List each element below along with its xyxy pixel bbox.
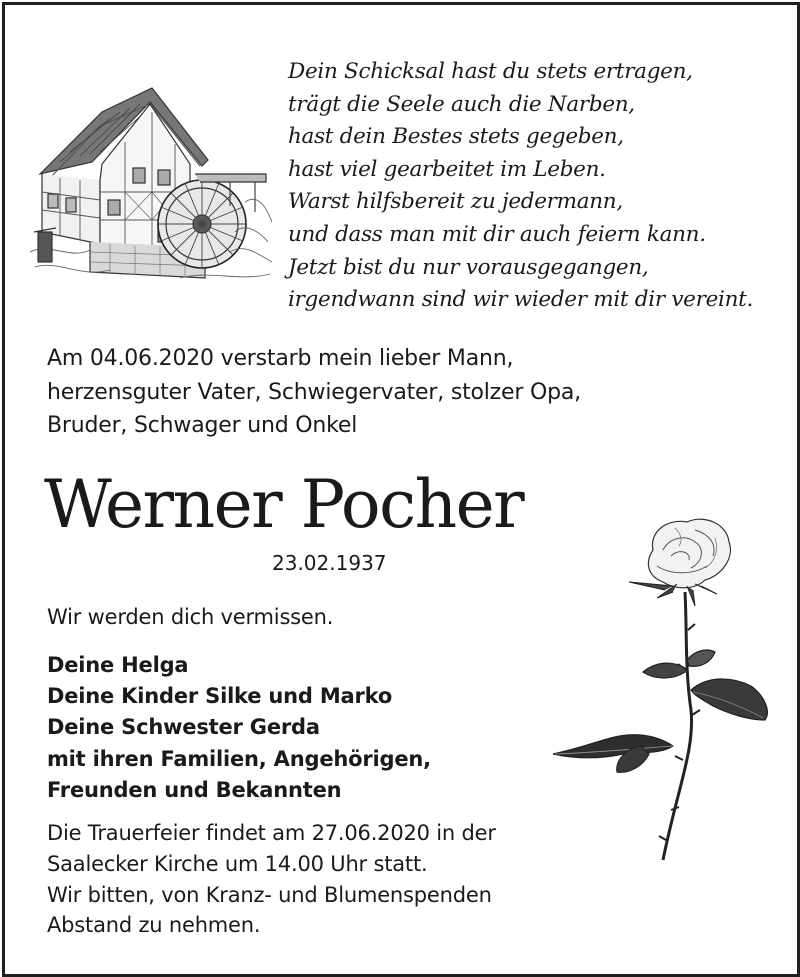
farewell-text: Wir werden dich vermissen. xyxy=(47,605,334,629)
announcement-line: herzensguter Vater, Schwiegervater, stolzer Opa, xyxy=(47,379,581,405)
poem-line: und dass man mit dir auch feiern kann. xyxy=(288,221,706,247)
service-line: Saalecker Kirche um 14.00 Uhr statt. xyxy=(47,851,428,876)
mourner-line: Freunden und Bekannten xyxy=(47,777,342,802)
poem-line: Dein Schicksal hast du stets ertragen, xyxy=(288,59,693,84)
announcement-line: Am 04.06.2020 verstarb mein lieber Mann, xyxy=(47,346,514,371)
mourner-line: Deine Helga xyxy=(47,653,189,677)
funeral-service-info xyxy=(47,818,607,941)
deceased-name: Werner Pocher xyxy=(44,466,524,543)
poem-line: hast dein Bestes stets gegeben, xyxy=(288,124,624,150)
rose-illustration xyxy=(545,510,775,865)
poem-line: irgendwann sind wir wieder mit dir vereint. xyxy=(288,287,754,313)
poem xyxy=(288,56,788,317)
poem-line: trägt die Seele auch die Narben, xyxy=(288,91,635,117)
death-announcement xyxy=(47,342,767,443)
poem-line: hast viel gearbeitet im Leben. xyxy=(288,156,606,182)
poem-line: Jetzt bist du nur vorausgegangen, xyxy=(288,254,649,280)
poem-line: Warst hilfsbereit zu jedermann, xyxy=(288,189,623,215)
mourner-line: Deine Kinder Silke und Marko xyxy=(47,684,393,709)
service-line: Abstand zu nehmen. xyxy=(47,913,261,938)
announcement-line: Bruder, Schwager und Onkel xyxy=(47,413,358,438)
service-line: Wir bitten, von Kranz- und Blumenspenden xyxy=(47,882,492,907)
service-line: Die Trauerfeier findet am 27.06.2020 in der xyxy=(47,821,496,845)
watermill-illustration xyxy=(30,82,272,287)
mourner-line: Deine Schwester Gerda xyxy=(47,715,320,740)
birth-date: 23.02.1937 xyxy=(272,551,387,575)
mourners-list xyxy=(47,650,567,806)
mourner-line: mit ihren Familien, Angehörigen, xyxy=(47,746,431,771)
